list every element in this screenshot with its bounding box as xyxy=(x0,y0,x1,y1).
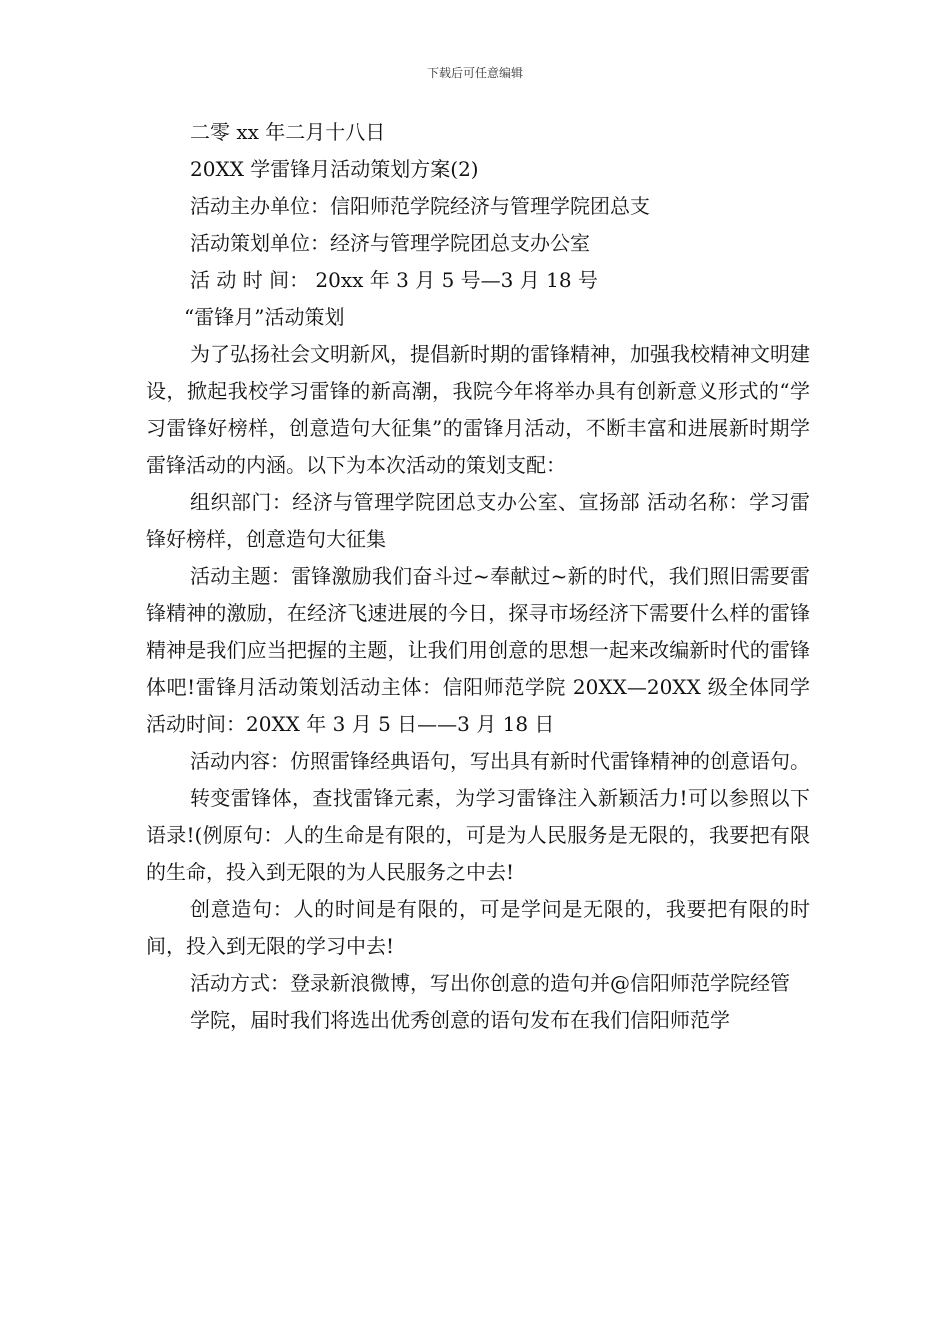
page-header-note: 下载后可任意编辑 xyxy=(426,66,523,80)
paragraph-transform: 转变雷锋体，查找雷锋元素，为学习雷锋注入新颖活力!可以参照以下语录!(例原句：人的生命是有限的，可是为人民服务是无限的，我要把有限的生命，投入到无限的为人民服务之中去! xyxy=(146,786,810,884)
document-body xyxy=(146,114,810,1039)
paragraph-content: 活动内容：仿照雷锋经典语句，写出具有新时代雷锋精神的创意语句。 xyxy=(190,749,810,773)
paragraph-method: 活动方式：登录新浪微博，写出你创意的造句并@信阳师范学院经管 xyxy=(190,971,790,995)
event-time-line: 活 动 时 间： 20xx 年 3 月 5 号—3 月 18 号 xyxy=(190,268,598,292)
paragraph-intro: 为了弘扬社会文明新风，提倡新时期的雷锋精神，加强我校精神文明建设，掀起我校学习雷锋的新高潮，我院今年将举办具有创新意义形式的“学习雷锋好榜样，创意造句大征集”的雷锋月活动，不断丰富和进展新时期学雷锋活动的内涵。以下为本次活动的策划支配： xyxy=(146,342,810,477)
paragraph-theme: 活动主题：雷锋激励我们奋斗过~奉献过~新的时代，我们照旧需要雷锋精神的激励，在经济飞速进展的今日，探寻市场经济下需要什么样的雷锋精神是我们应当把握的主题，让我们用创意的思想一起来改编新时代的雷锋体吧!雷锋月活动策划活动主体：信阳师范学院 20XX—20XX 级全体同学 活动时间：20XX 年 3 月 5 日——3 月 18 日 xyxy=(146,564,810,736)
planner-line: 活动策划单位：经济与管理学院团总支办公室 xyxy=(190,231,590,255)
document-title: 20XX 学雷锋月活动策划方案(2) xyxy=(190,157,479,181)
date-line: 二零 xx 年二月十八日 xyxy=(190,120,386,144)
section-heading: “雷锋月”活动策划 xyxy=(184,305,345,329)
paragraph-creative: 创意造句：人的时间是有限的，可是学问是无限的，我要把有限的时间，投入到无限的学习中去! xyxy=(146,897,810,958)
paragraph-continuation: 学院，届时我们将选出优秀创意的语句发布在我们信阳师范学 xyxy=(190,1008,730,1032)
organizer-line: 活动主办单位：信阳师范学院经济与管理学院团总支 xyxy=(190,194,650,218)
paragraph-organization: 组织部门：经济与管理学院团总支办公室、宣扬部 活动名称：学习雷锋好榜样，创意造句大征集 xyxy=(146,490,810,551)
